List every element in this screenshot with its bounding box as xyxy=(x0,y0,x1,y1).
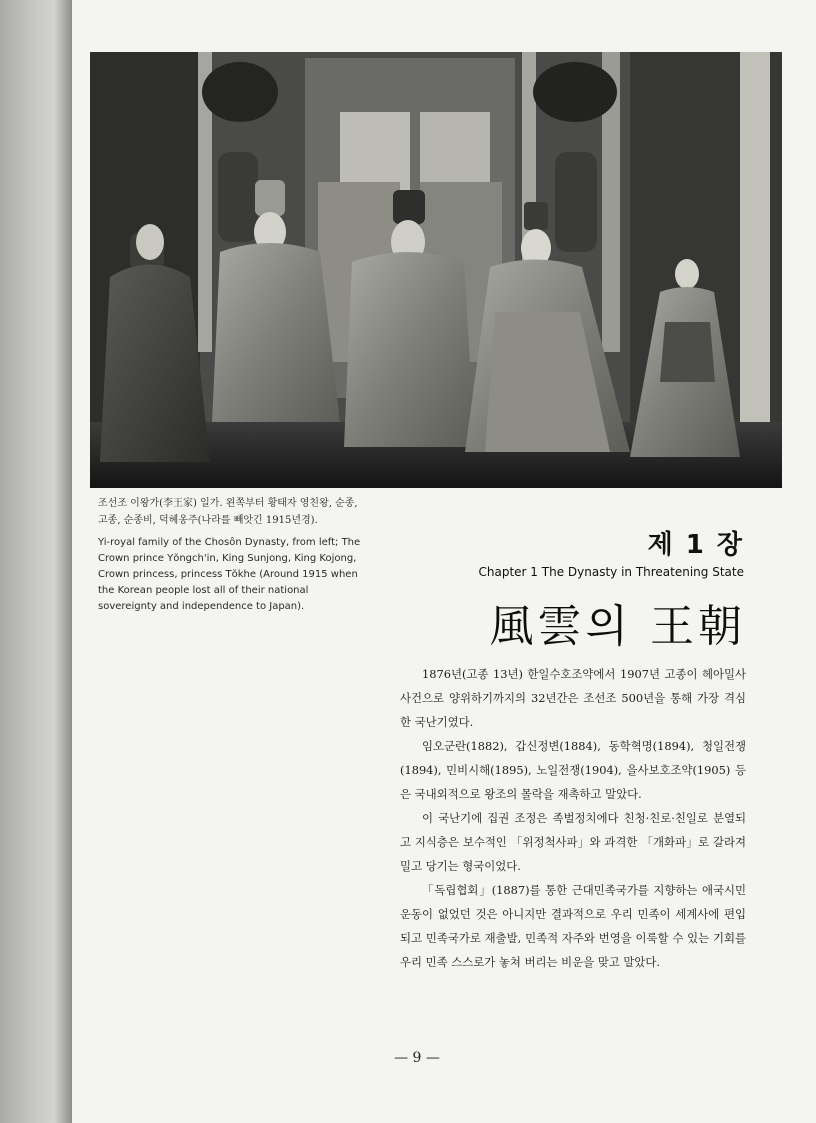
page-number: — 9 — xyxy=(394,1050,440,1066)
photo-caption-english: Yi-royal family of the Chosôn Dynasty, from left; The Crown prince Yŏngch'in, King Sunjong, King Kojong, Crown princess, princess Tŏkhe (Around 1915 when the Korean people lost all of their national sovereignty and independence to Japan). xyxy=(98,537,361,612)
body-paragraph: 임오군란(1882), 갑신정변(1884), 동학혁명(1894), 청일전쟁(1894), 민비시해(1895), 노일전쟁(1904), 을사보호조약(1905) 등은 국내외적으로 왕조의 몰락을 재촉하고 말았다. xyxy=(400,739,746,801)
chapter-subtitle: Chapter 1 The Dynasty in Threatening State xyxy=(478,565,744,579)
chapter-number: 제 1 장 xyxy=(647,530,744,560)
photo-caption-korean: 조선조 이왕가(李王家) 일가. 왼쪽부터 황태자 영친왕, 순종, 고종, 순종비, 덕혜옹주(나라를 빼앗긴 1915년경). xyxy=(98,498,358,526)
body-paragraph: 1876년(고종 13년) 한일수호조약에서 1907년 고종이 헤아밀사사건으로 양위하기까지의 32년간은 조선조 500년을 통해 가장 격심한 국난기였다. xyxy=(400,667,746,729)
chapter-title: 風雲의 王朝 xyxy=(489,601,746,652)
book-spine-shadow xyxy=(0,0,72,1123)
body-paragraph: 이 국난기에 집권 조정은 족벌정치에다 친청·친로·친일로 분열되고 지식층은 보수적인 「위정척사파」와 과격한 「개화파」로 갈라져 밀고 당기는 형국이었다. xyxy=(400,811,746,873)
chapter-body xyxy=(400,662,746,974)
body-paragraph: 「독립협회」(1887)를 통한 근대민족국가를 지향하는 애국시민운동이 없었던 것은 아니지만 결과적으로 우리 민족이 세계사에 편입되고 민족국가로 재출발, 민족적 자주와 번영을 이룩할 수 있는 기회를 우리 민족 스스로가 놓쳐 버리는 비운을 맞고 말았다. xyxy=(400,883,746,969)
royal-family-photo xyxy=(90,52,782,488)
